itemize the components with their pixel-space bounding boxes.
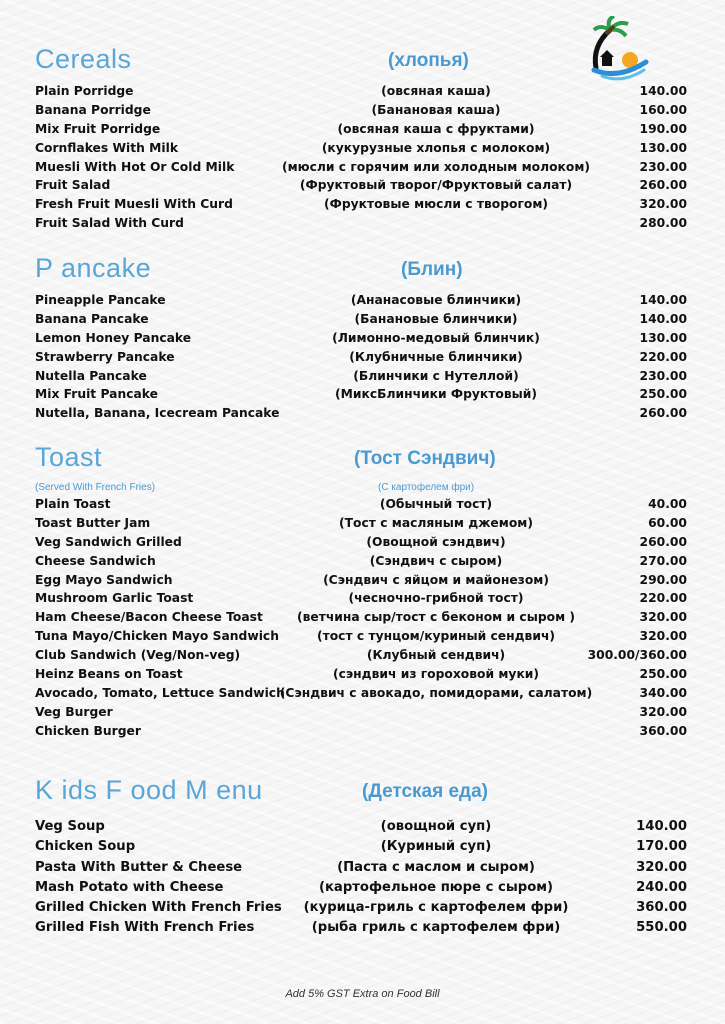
item-price: 140.00 — [639, 84, 687, 98]
item-price: 290.00 — [639, 572, 687, 587]
item-name-ru: (мюсли с горячим или холодным молоком) — [281, 159, 591, 174]
item-name: Chicken Soup — [35, 839, 136, 855]
item-name: Cheese Sandwich — [35, 553, 156, 568]
item-name: Veg Burger — [35, 704, 113, 719]
item-price: 40.00 — [648, 497, 687, 511]
item-name-ru: (Банановая каша) — [371, 102, 501, 117]
item-name: Egg Mayo Sandwich — [35, 572, 173, 587]
item-name: Toast Butter Jam — [35, 515, 151, 530]
item-price: 340.00 — [639, 685, 687, 700]
menu-item — [0, 686, 725, 705]
menu-item — [0, 610, 725, 629]
item-name: Veg Soup — [35, 819, 105, 834]
item-name-ru: (Овощной сэндвич) — [366, 534, 506, 549]
item-name-ru: (Банановые блинчики) — [354, 311, 518, 326]
item-price: 220.00 — [639, 349, 687, 364]
menu-item — [0, 103, 725, 122]
menu-item — [0, 839, 725, 859]
menu-item — [0, 160, 725, 179]
item-name: Ham Cheese/Bacon Cheese Toast — [35, 610, 263, 625]
item-name: Nutella Pancake — [35, 368, 147, 383]
item-name-ru: (сэндвич из гороховой муки) — [332, 667, 540, 682]
gst-note: Add 5% GST Extra on Food Bill — [285, 988, 440, 1000]
item-name-ru: (Паста с маслом и сыром) — [337, 859, 535, 875]
item-name-ru: (Сэндвич с авокадо, помидорами, салатом) — [279, 685, 593, 700]
item-name: Fruit Salad — [35, 178, 111, 193]
section-subtitle-en: (Served With French Fries) — [35, 482, 156, 493]
item-price: 130.00 — [639, 140, 687, 155]
item-name: Pineapple Pancake — [35, 293, 166, 307]
item-name-ru: (овсяная каша с фруктами) — [337, 121, 535, 136]
menu-item — [0, 516, 725, 535]
item-price: 190.00 — [639, 121, 687, 136]
item-name-ru: (МиксБлинчики Фруктовый) — [335, 387, 537, 402]
item-name: Plain Toast — [35, 497, 111, 511]
item-price: 260.00 — [639, 534, 687, 549]
item-name: Fresh Fruit Muesli With Curd — [35, 197, 233, 212]
item-name: Strawberry Pancake — [35, 349, 175, 364]
item-price: 140.00 — [639, 293, 687, 307]
menu-item — [0, 724, 725, 743]
item-price: 170.00 — [636, 839, 687, 855]
item-name-ru: (тост с тунцом/куриный сендвич) — [316, 629, 556, 644]
menu-item — [0, 880, 725, 900]
section-title: K ids F ood M enu — [35, 775, 263, 805]
menu-item — [0, 920, 725, 940]
item-name-ru: (Блинчики с Нутеллой) — [353, 368, 519, 383]
menu-item — [0, 387, 725, 406]
item-price: 360.00 — [639, 723, 687, 738]
menu-item — [0, 216, 725, 235]
item-price: 160.00 — [639, 102, 687, 117]
menu-item — [0, 629, 725, 648]
item-price: 140.00 — [639, 311, 687, 326]
item-name-ru: (Клубный сендвич) — [366, 648, 506, 663]
item-name-ru: (Фруктовый творог/Фруктовый салат) — [299, 178, 573, 193]
item-name: Fruit Salad With Curd — [35, 216, 184, 231]
item-price: 140.00 — [636, 819, 687, 834]
item-name-ru: (кукурузные хлопья с молоком) — [321, 140, 551, 155]
section-toast — [0, 442, 725, 743]
section-pancake — [0, 253, 725, 425]
menu-item — [0, 900, 725, 920]
item-price: 260.00 — [639, 178, 687, 193]
item-name: Mash Potato with Cheese — [35, 879, 224, 895]
item-price: 280.00 — [639, 216, 687, 231]
section-title: Toast — [35, 442, 103, 472]
menu-item — [0, 573, 725, 592]
menu-item — [0, 535, 725, 554]
item-price: 360.00 — [636, 900, 687, 916]
menu-item — [0, 554, 725, 573]
item-name-ru: (Тост с масляным джемом) — [339, 515, 533, 530]
item-price: 300.00/360.00 — [587, 648, 687, 663]
item-name-ru: (Обычный тост) — [379, 497, 493, 511]
item-name-ru: (ветчина сыр/тост с беконом и сыром ) — [296, 610, 576, 625]
item-price: 250.00 — [639, 387, 687, 402]
item-price: 320.00 — [636, 859, 687, 875]
menu-item — [0, 350, 725, 369]
item-name: Cornflakes With Milk — [35, 140, 179, 155]
item-name: Nutella, Banana, Icecream Pancake — [35, 406, 280, 421]
menu-item — [0, 667, 725, 686]
item-name: Muesli With Hot Or Cold Milk — [35, 159, 235, 174]
menu-item — [0, 312, 725, 331]
menu-item — [0, 406, 725, 425]
item-price: 230.00 — [639, 159, 687, 174]
section-subtitle-ru: (С картофелем фри) — [378, 482, 475, 493]
item-price: 240.00 — [636, 879, 687, 895]
item-name-ru: (Клубничные блинчики) — [349, 349, 523, 364]
item-price: 60.00 — [648, 515, 687, 530]
menu-item — [0, 293, 725, 312]
section-title: P ancake — [35, 253, 152, 283]
item-name: Banana Pancake — [35, 311, 149, 326]
item-name: Lemon Honey Pancake — [35, 330, 192, 345]
item-name-ru: (овсяная каша) — [381, 84, 491, 98]
item-price: 320.00 — [639, 610, 687, 625]
item-name: Tuna Mayo/Chicken Mayo Sandwich — [35, 629, 279, 644]
menu-item — [0, 197, 725, 216]
item-price: 550.00 — [636, 920, 687, 936]
menu-item — [0, 122, 725, 141]
item-price: 250.00 — [639, 667, 687, 682]
menu-item — [0, 819, 725, 839]
item-name: Grilled Fish With French Fries — [35, 920, 255, 936]
section-title-ru: (хлопья) — [388, 50, 469, 71]
item-name: Mushroom Garlic Toast — [35, 591, 194, 606]
item-name-ru: (Сэндвич с сыром) — [369, 553, 503, 568]
section-title: Cereals — [35, 44, 132, 74]
section-title-ru: (Блин) — [401, 259, 463, 280]
menu-item — [0, 331, 725, 350]
section-kids-food — [0, 775, 725, 941]
item-name-ru: (Ананасовые блинчики) — [350, 293, 522, 307]
item-price: 130.00 — [639, 330, 687, 345]
item-name: Avocado, Tomato, Lettuce Sandwich — [35, 685, 285, 700]
menu-item — [0, 860, 725, 880]
section-title-ru: (Тост Сэндвич) — [354, 448, 496, 469]
item-price: 320.00 — [639, 629, 687, 644]
item-name: Plain Porridge — [35, 84, 134, 98]
item-price: 320.00 — [639, 704, 687, 719]
item-name: Mix Fruit Pancake — [35, 387, 158, 402]
section-cereals — [0, 44, 725, 235]
menu-item — [0, 591, 725, 610]
menu-item — [0, 141, 725, 160]
menu-item — [0, 369, 725, 388]
section-title-ru: (Детская еда) — [362, 781, 488, 802]
menu-item — [0, 648, 725, 667]
item-name-ru: (овощной суп) — [380, 819, 492, 834]
item-name-ru: (Фруктовые мюсли с творогом) — [324, 197, 548, 212]
item-name-ru: (картофельное пюре с сыром) — [318, 879, 554, 895]
item-name-ru: (курица-гриль с картофелем фри) — [303, 900, 569, 916]
item-name: Veg Sandwich Grilled — [35, 534, 182, 549]
item-price: 230.00 — [639, 368, 687, 383]
item-price: 270.00 — [639, 553, 687, 568]
item-name: Heinz Beans on Toast — [35, 667, 183, 682]
item-name: Club Sandwich (Veg/Non-veg) — [35, 648, 241, 663]
item-price: 260.00 — [639, 406, 687, 421]
item-name-ru: (Куриный суп) — [380, 839, 492, 855]
item-name-ru: (Лимонно-медовый блинчик) — [332, 330, 540, 345]
item-name-ru: (чесночно-грибной тост) — [348, 591, 524, 606]
item-name-ru: (Сэндвич с яйцом и майонезом) — [323, 572, 549, 587]
section-subtitle — [0, 482, 725, 497]
menu-item — [0, 705, 725, 724]
item-price: 320.00 — [639, 197, 687, 212]
item-name: Grilled Chicken With French Fries — [35, 900, 282, 916]
item-name-ru: (рыба гриль с картофелем фри) — [311, 920, 561, 936]
item-name: Banana Porridge — [35, 102, 151, 117]
menu-item — [0, 84, 725, 103]
item-price: 220.00 — [639, 591, 687, 606]
item-name: Chicken Burger — [35, 723, 141, 738]
item-name: Pasta With Butter & Cheese — [35, 859, 243, 875]
menu-item — [0, 178, 725, 197]
item-name: Mix Fruit Porridge — [35, 121, 161, 136]
menu-item — [0, 497, 725, 516]
